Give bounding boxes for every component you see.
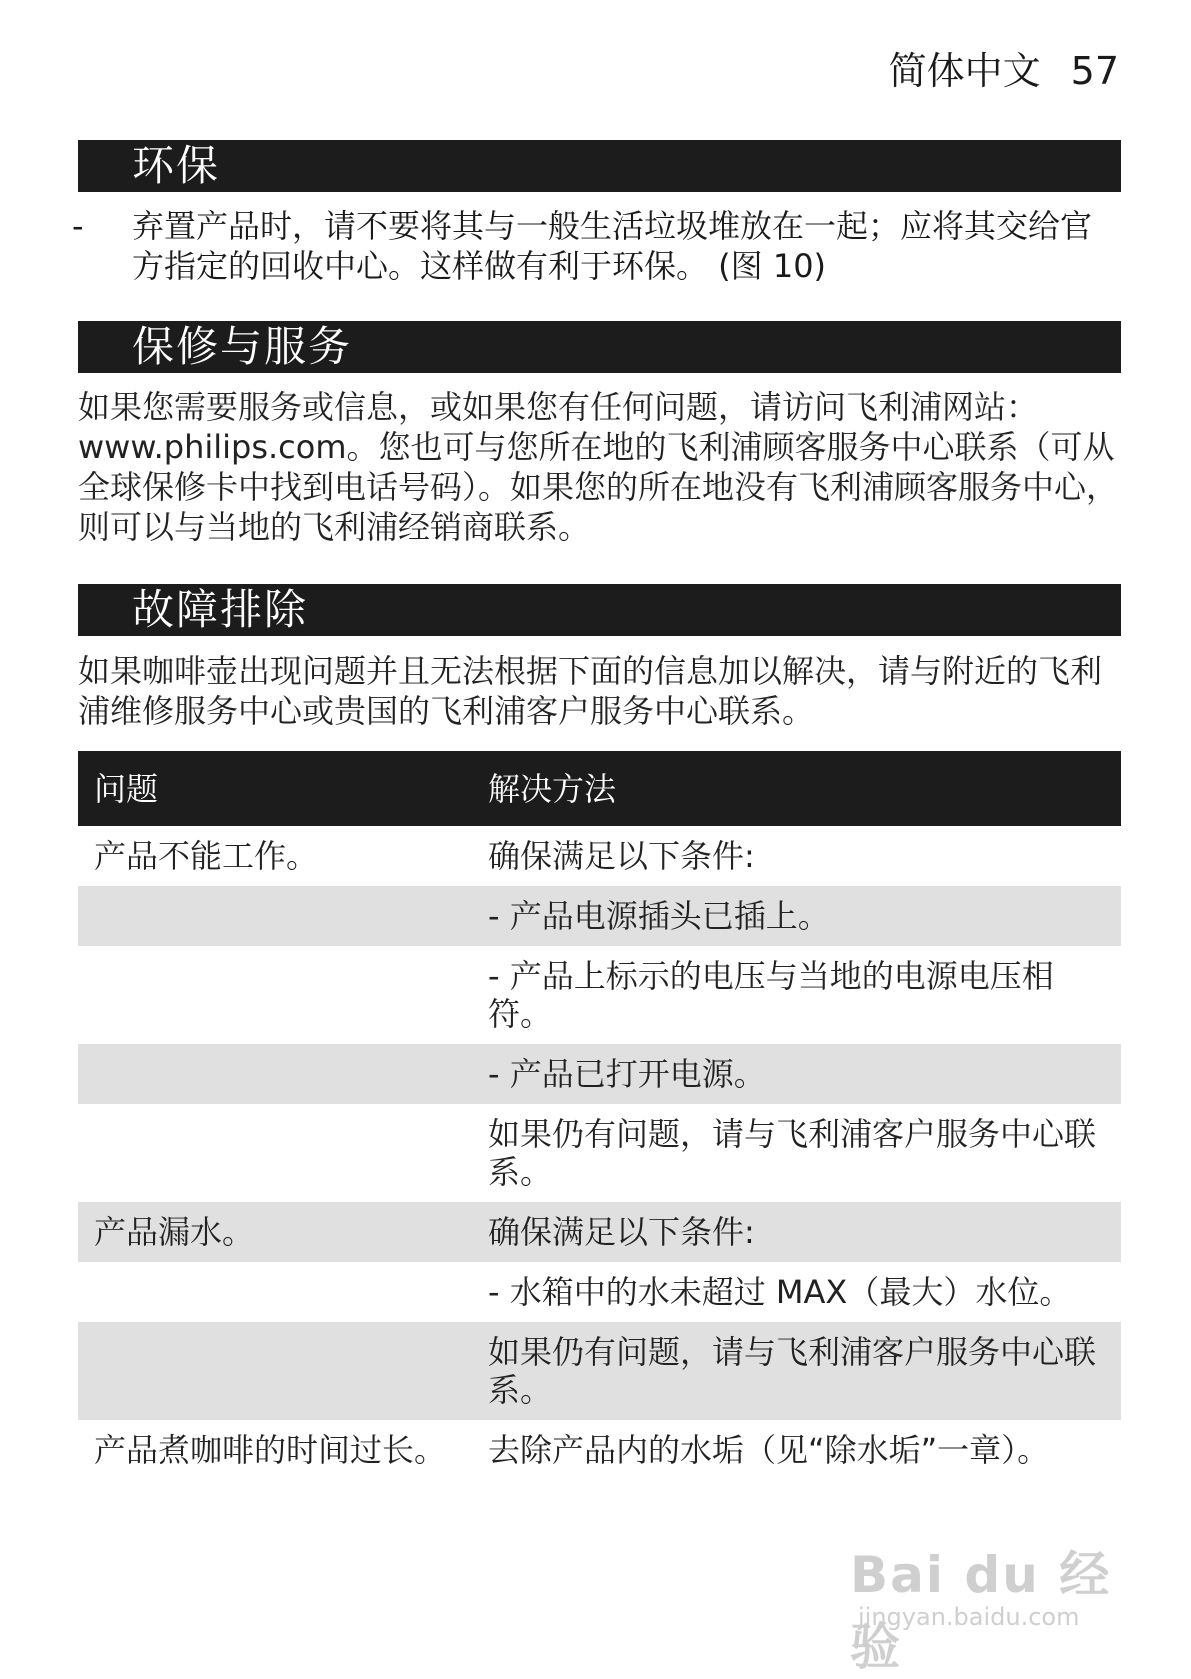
problem-cell <box>78 946 472 1044</box>
solution-cell: 确保满足以下条件: <box>472 1202 1121 1262</box>
problem-cell <box>78 1104 472 1202</box>
solution-cell: - 产品上标示的电压与当地的电源电压相符。 <box>488 957 1054 1033</box>
table-row <box>78 946 1121 1044</box>
solution-cell: - 产品已打开电源。 <box>472 1044 1121 1104</box>
environment-heading: 环保 <box>78 140 1121 192</box>
bullet-dash: - <box>72 207 84 245</box>
troubleshooting-text: 如果咖啡壶出现问题并且无法根据下面的信息加以解决，请与附近的飞利浦维修服务中心或贵国的飞利浦客户服务中心联系。 <box>78 652 1103 730</box>
table-row <box>78 886 1121 946</box>
baidu-jingyan-watermark <box>850 1505 1120 1676</box>
page-number: 57 <box>1070 49 1119 93</box>
solution-cell: 确保满足以下条件: <box>488 837 755 875</box>
language-label: 简体中文 <box>888 49 1041 93</box>
table-row <box>78 1044 1121 1104</box>
guarantee-text: 如果您需要服务或信息，或如果您有任何问题，请访问飞利浦网站：www.philips.com。您也可与您所在地的飞利浦顾客服务中心联系（可从全球保修卡中找到电话号码）。如果您的所在地没有飞利浦顾客服务中心，则可以与当地的飞利浦经销商联系。 <box>78 388 1119 546</box>
header-problem: 问题 <box>78 751 472 826</box>
header-solution: 解决方法 <box>472 751 1121 826</box>
environment-text: 弃置产品时，请不要将其与一般生活垃圾堆放在一起；应将其交给官方指定的回收中心。这样做有利于环保。 (图 10) <box>132 207 1093 285</box>
problem-cell: 产品漏水。 <box>78 1202 472 1262</box>
troubleshooting-heading: 故障排除 <box>78 584 1121 636</box>
table-row <box>78 1262 1121 1322</box>
table-row <box>78 826 1121 886</box>
problem-cell <box>78 1044 472 1104</box>
page-header <box>889 40 1119 95</box>
table-row <box>78 1202 1121 1262</box>
table-row <box>78 1322 1121 1420</box>
problem-cell: 产品煮咖啡的时间过长。 <box>94 1431 447 1469</box>
solution-cell: 如果仍有问题，请与飞利浦客户服务中心联系。 <box>472 1322 1121 1420</box>
problem-cell <box>78 1262 472 1322</box>
troubleshooting-table <box>78 751 1121 1480</box>
solution-cell: 去除产品内的水垢（见“除水垢”一章）。 <box>488 1431 1050 1469</box>
problem-cell: 产品不能工作。 <box>94 837 319 875</box>
solution-cell: - 水箱中的水未超过 MAX（最大）水位。 <box>488 1273 1072 1311</box>
table-header-row <box>78 751 1121 826</box>
problem-cell <box>78 886 472 946</box>
watermark-logo: Bai du 经验 <box>850 1546 1112 1676</box>
table-row <box>78 1104 1121 1202</box>
solution-cell: 如果仍有问题，请与飞利浦客户服务中心联系。 <box>488 1115 1097 1191</box>
guarantee-heading: 保修与服务 <box>78 321 1121 373</box>
watermark-url: jingyan.baidu.com <box>858 1603 1080 1631</box>
table-row <box>78 1420 1121 1480</box>
solution-cell: - 产品电源插头已插上。 <box>472 886 1121 946</box>
problem-cell <box>78 1322 472 1420</box>
